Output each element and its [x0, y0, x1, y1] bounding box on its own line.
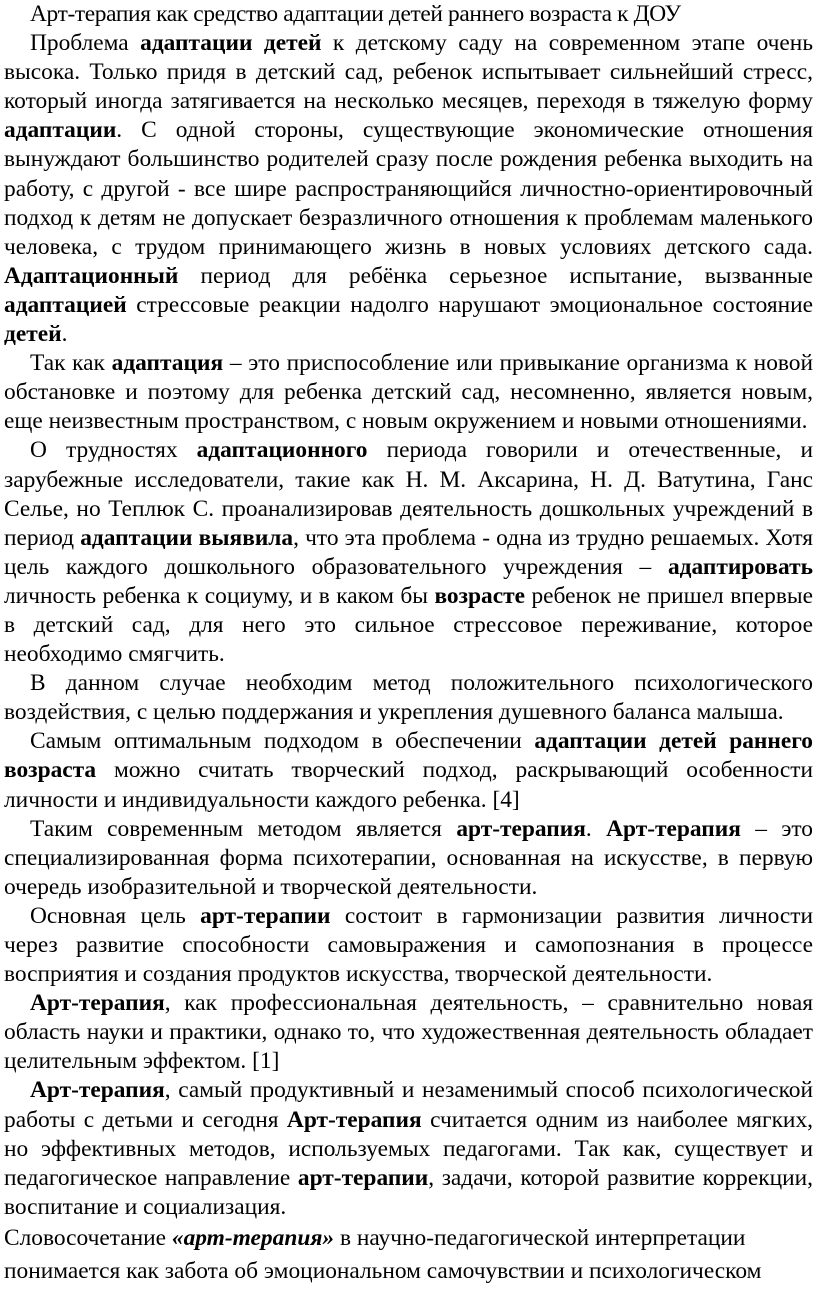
paragraph-text: ребенок не пришел впервые в детский сад, для него это сильное стрессовое переживание, которое необходимо смягчить. — [4, 582, 813, 668]
paragraph-text: можно считать творческий подход, раскрывающий особенности личности и индивидуальности каждого ребенка. [4] — [4, 757, 813, 813]
paragraph-text: состоит в гармонизации развития личности через развитие способности самовыражения и самопознания в процессе восприятия и создания продуктов искусства, творческой деятельности. — [4, 902, 813, 988]
paragraph — [4, 902, 813, 989]
paragraph-text: к детскому саду на современном этапе очень высока. Только придя в детский сад, ребенок испытывает сильнейший стресс, который иногда затягивается на несколько месяцев, переходя в тяжелую форму — [4, 30, 813, 115]
bold-term: Арт-терапия — [30, 990, 165, 1017]
bold-term: адаптации — [4, 117, 117, 144]
paragraph-text: , задачи, которой развитие коррекции, воспитание и социализация. — [4, 1164, 813, 1220]
bold-term: Арт-терапия — [606, 815, 741, 842]
bold-term: адаптацией — [4, 291, 127, 318]
bold-term: адаптировать — [667, 553, 813, 580]
paragraph-text: . — [61, 321, 68, 348]
bold-term: адаптационного — [196, 437, 368, 464]
paragraph-text: – это специализированная форма психотерапии, основанная на искусстве, в первую очередь изобразительной и творческой деятельности. — [4, 815, 814, 900]
bold-term: Арт-терапия — [30, 1077, 165, 1104]
bold-term: арт-терапия — [456, 815, 586, 842]
bold-term: Адаптационный — [4, 262, 179, 289]
document-title: Арт-терапия как средство адаптации детей раннего возраста к ДОУ — [30, 1, 681, 27]
bold-italic-term: «арт-терапия» — [171, 1224, 335, 1251]
paragraph — [4, 1076, 813, 1221]
paragraph-text: Основная цель — [30, 902, 201, 929]
paragraph-text: Таким современным методом является — [30, 815, 457, 842]
bold-term: арт-терапии — [297, 1164, 429, 1191]
paragraph — [4, 815, 813, 902]
bold-term: адаптации выявила — [80, 524, 294, 551]
paragraph — [4, 727, 813, 814]
paragraph-text: считается одним из наиболее мягких, но эффективных методов, используемых педагогами. Так как, существует и педагогическое направление — [4, 1106, 813, 1191]
paragraph-text: , как профессиональная деятельность, – сравнительно новая область науки и практики, однако то, что художественная деятельность обладает целительным эффектом. [1] — [4, 990, 813, 1075]
paragraph-text: В данном случае необходим метод положительного психологического воздействия, с целью поддержания и укрепления душевного баланса малыша. — [4, 670, 813, 726]
paragraph — [4, 669, 813, 727]
bold-term: детей — [4, 321, 62, 348]
bold-term: Арт-терапия — [286, 1106, 422, 1133]
paragraph — [4, 29, 813, 349]
paragraph-text: . С одной стороны, существующие экономические отношения вынуждают большинство родителей сразу после рождения ребенка выходить на работу, с другой - все шире распространяющийся личностно-ориентировочный подход к детям не допускает безразличного отношения к проблемам маленького человека, с трудом принимающего жизнь в новых условиях детского сада. — [4, 117, 813, 260]
paragraph-text: в научно-педагогической интерпретации понимается как забота об эмоциональном самочувствии и психологическом — [4, 1224, 762, 1285]
paragraph-text: Проблема — [30, 30, 141, 57]
paragraph-text: стрессовые реакции надолго нарушают эмоциональное состояние — [126, 291, 813, 318]
bold-term: адаптации детей — [140, 30, 322, 57]
paragraph-text: , самый продуктивный и незаменимый способ психологической работы с детьми и сегодня — [4, 1077, 813, 1133]
paragraph-text: периода говорили и отечественные, и зарубежные исследователи, такие как Н. М. Аксарина, Н. Д. Ватутина, Ганс Селье, но Теплюк С. проанализировав деятельность дошкольных учреждений в период — [4, 437, 813, 551]
paragraph-text: – это приспособление или привыкание организма к новой обстановке и поэтому для ребенка детский сад, несомненно, является новым, еще неизвестным пространством, с новым окружением и новыми отношениями. — [4, 350, 813, 435]
bold-term: арт-терапии — [200, 902, 331, 929]
paragraph-text: О трудностях — [30, 437, 197, 464]
paragraph-text: . — [585, 815, 607, 842]
bold-term: адаптации детей раннего возраста — [4, 728, 813, 784]
paragraph-text: Словосочетание — [4, 1224, 172, 1251]
bold-term: возрасте — [434, 582, 525, 609]
paragraph-text: период для ребёнка серьезное испытание, вызванные — [178, 262, 813, 289]
paragraph — [4, 1222, 813, 1289]
paragraph-text: , что эта проблема - одна из трудно решаемых. Хотя цель каждого дошкольного образовательного учреждения – — [4, 524, 813, 580]
paragraph-text: личность ребенка к социуму, и в каком бы — [4, 582, 435, 609]
document-body — [4, 29, 813, 1289]
paragraph-text: Самым оптимальным подходом в обеспечении — [30, 728, 535, 755]
paragraph — [4, 349, 813, 436]
bold-term: адаптация — [111, 350, 224, 377]
paragraph-text: Так как — [30, 350, 112, 377]
paragraph — [4, 436, 813, 669]
paragraph — [4, 989, 813, 1076]
